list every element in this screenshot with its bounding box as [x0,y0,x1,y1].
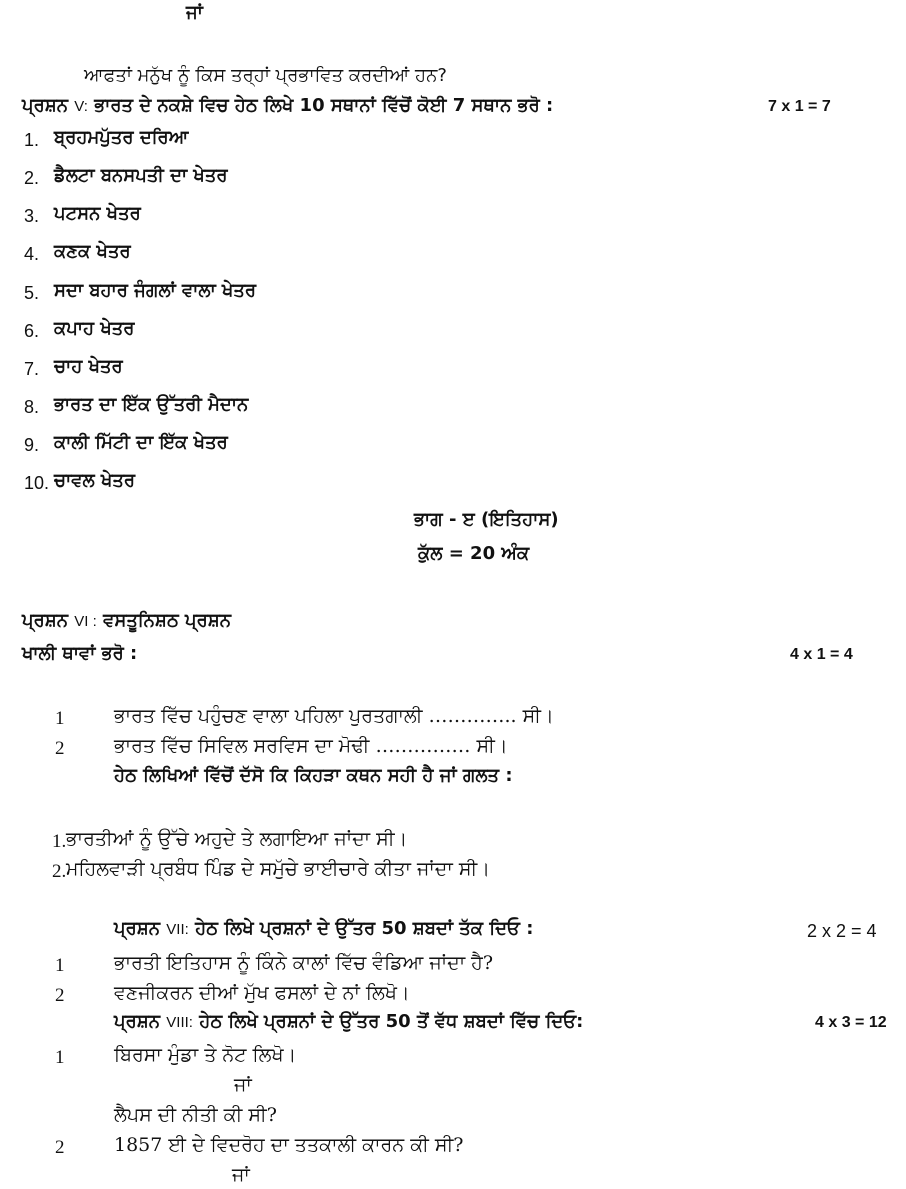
question-label: ਪ੍ਰਸ਼ਨ [22,610,69,631]
question-text: ਹੇਠ ਲਿਖੇ ਪ੍ਰਸ਼ਨਾਂ ਦੇ ਉੱਤਰ 50 ਸ਼ਬਦਾਂ ਤੱਕ ਦਿਓ : [195,918,534,939]
question-5-marks: 7 x 1 = 7 [768,98,831,115]
list-item: ਭਾਰਤ ਦਾ ਇੱਕ ਉੱਤਰੀ ਮੈਦਾਨ [54,394,249,415]
question-4-partial: ਆਫਤਾਂ ਮਨੁੱਖ ਨੂੰ ਕਿਸ ਤਰ੍ਹਾਂ ਪ੍ਰਭਾਵਿਤ ਕਰਦੀਆਂ ਹਨ? [84,65,447,86]
question-number: VIII: [166,1014,193,1031]
list-item: ਕਪਾਹ ਖੇਤਰ [54,318,135,339]
or-marker: ਜਾਂ [232,1164,250,1186]
list-item-number: 1. [24,130,40,150]
list-item: ਡੈਲਟਾ ਬਨਸਪਤੀ ਦਾ ਖੇਤਰ [54,165,228,186]
short-answer-item: ਵਣਜੀਕਰਨ ਦੀਆਂ ਮੁੱਖ ਫਸਲਾਂ ਦੇ ਨਾਂ ਲਿਖੋ। [114,982,410,1004]
list-item-number: 2 [55,738,65,759]
question-5-heading [22,97,553,115]
section-title: ਭਾਗ - ੲ (ਇਤਿਹਾਸ) [414,509,559,530]
list-item-number: 5. [24,283,40,303]
or-marker-top: ਜਾਂ [186,2,203,23]
true-false-heading: ਹੇਠ ਲਿਖਿਆਂ ਵਿੱਚੋਂ ਦੱਸੋ ਕਿ ਕਿਹੜਾ ਕਥਨ ਸਹੀ ਹੈ ਜਾਂ ਗਲਤ : [114,765,513,786]
list-item-number: 6. [24,321,40,341]
or-marker: ਜਾਂ [234,1074,252,1096]
fill-blanks-heading: ਖਾਲੀ ਥਾਵਾਂ ਭਰੋ : [22,643,138,664]
fill-blank-item: ਭਾਰਤ ਵਿੱਚ ਪਹੁੰਚਣ ਵਾਲਾ ਪਹਿਲਾ ਪੁਰਤਗਾਲੀ ………….. ਸੀ। [114,705,554,727]
question-text: ਹੇਠ ਲਿਖੇ ਪ੍ਰਸ਼ਨਾਂ ਦੇ ਉੱਤਰ 50 ਤੋਂ ਵੱਧ ਸ਼ਬਦਾਂ ਵਿੱਚ ਦਿਓ: [199,1011,584,1032]
long-answer-item: 1857 ਈ ਦੇ ਵਿਦਰੋਹ ਦਾ ਤਤਕਾਲੀ ਕਾਰਨ ਕੀ ਸੀ? [114,1134,464,1156]
question-6-marks: 4 x 1 = 4 [790,646,853,663]
list-item: ਪਟਸਨ ਖੇਤਰ [54,203,141,224]
question-7-marks: 2 x 2 = 4 [807,921,877,941]
list-item-number: 1 [55,708,65,729]
true-false-item: ਮਹਿਲਵਾੜੀ ਪ੍ਰਬੰਧ ਪਿੰਡ ਦੇ ਸਮੁੱਚੇ ਭਾਈਚਾਰੇ ਕੀਤਾ ਜਾਂਦਾ ਸੀ। [66,858,491,880]
question-number: V: [74,98,88,115]
list-item-number: 9. [24,435,40,455]
fill-blank-item: ਭਾਰਤ ਵਿੱਚ ਸਿਵਿਲ ਸਰਵਿਸ ਦਾ ਮੋਢੀ …………… ਸੀ। [114,735,508,757]
question-number: VI : [74,613,97,630]
question-text: ਵਸਤੂਨਿਸ਼ਠ ਪ੍ਰਸ਼ਨ [103,610,232,631]
short-answer-item: ਭਾਰਤੀ ਇਤਿਹਾਸ ਨੂੰ ਕਿੰਨੇ ਕਾਲਾਂ ਵਿੱਚ ਵੰਡਿਆ ਜਾਂਦਾ ਹੈ? [114,952,494,974]
list-item-number: 3. [24,206,40,226]
list-item-number: 2 [55,985,65,1006]
list-item-number: 1 [55,1047,65,1068]
true-false-item: ਭਾਰਤੀਆਂ ਨੂੰ ਉੱਚੇ ਅਹੁਦੇ ਤੇ ਲਗਾਇਆ ਜਾਂਦਾ ਸੀ। [66,828,408,850]
question-8-marks: 4 x 3 = 12 [815,1014,887,1031]
question-7-heading [114,920,533,938]
list-item-number: 10. [24,473,50,493]
question-6-heading [22,612,231,630]
question-label: ਪ੍ਰਸ਼ਨ [114,1011,161,1032]
question-label: ਪ੍ਰਸ਼ਨ [114,918,161,939]
list-item: ਕਣਕ ਖੇਤਰ [54,241,131,262]
section-total-marks: ਕੁੱਲ = 20 ਅੰਕ [418,543,530,564]
question-8-heading [114,1013,583,1031]
long-answer-item: ਬਿਰਸਾ ਮੁੰਡਾ ਤੇ ਨੋਟ ਲਿਖੋ। [114,1044,297,1066]
list-item: ਕਾਲੀ ਮਿੱਟੀ ਦਾ ਇੱਕ ਖੇਤਰ [54,432,228,453]
list-item: ਸਦਾ ਬਹਾਰ ਜੰਗਲਾਂ ਵਾਲਾ ਖੇਤਰ [54,280,257,301]
list-item: ਚਾਹ ਖੇਤਰ [54,356,123,377]
long-answer-alternative: ਲੈਪਸ ਦੀ ਨੀਤੀ ਕੀ ਸੀ? [114,1104,277,1126]
question-number: VII: [166,921,189,938]
list-item-number: 1 [55,955,65,976]
list-item: ਬ੍ਰਹਮਪੁੱਤਰ ਦਰਿਆ [54,127,189,148]
list-item-number: 7. [24,359,40,379]
list-item-number: 2. [52,861,67,882]
list-item-number: 8. [24,397,40,417]
list-item-number: 2 [55,1137,65,1158]
question-label: ਪ੍ਰਸ਼ਨ [22,95,69,116]
list-item-number: 1. [52,831,67,852]
list-item-number: 4. [24,244,40,264]
question-text: ਭਾਰਤ ਦੇ ਨਕਸ਼ੇ ਵਿਚ ਹੇਠ ਲਿਖੇ 10 ਸਥਾਨਾਂ ਵਿੱਚੋਂ ਕੋਈ 7 ਸਥਾਨ ਭਰੋ : [94,95,554,116]
list-item: ਚਾਵਲ ਖੇਤਰ [54,470,136,491]
list-item-number: 2. [24,168,40,188]
